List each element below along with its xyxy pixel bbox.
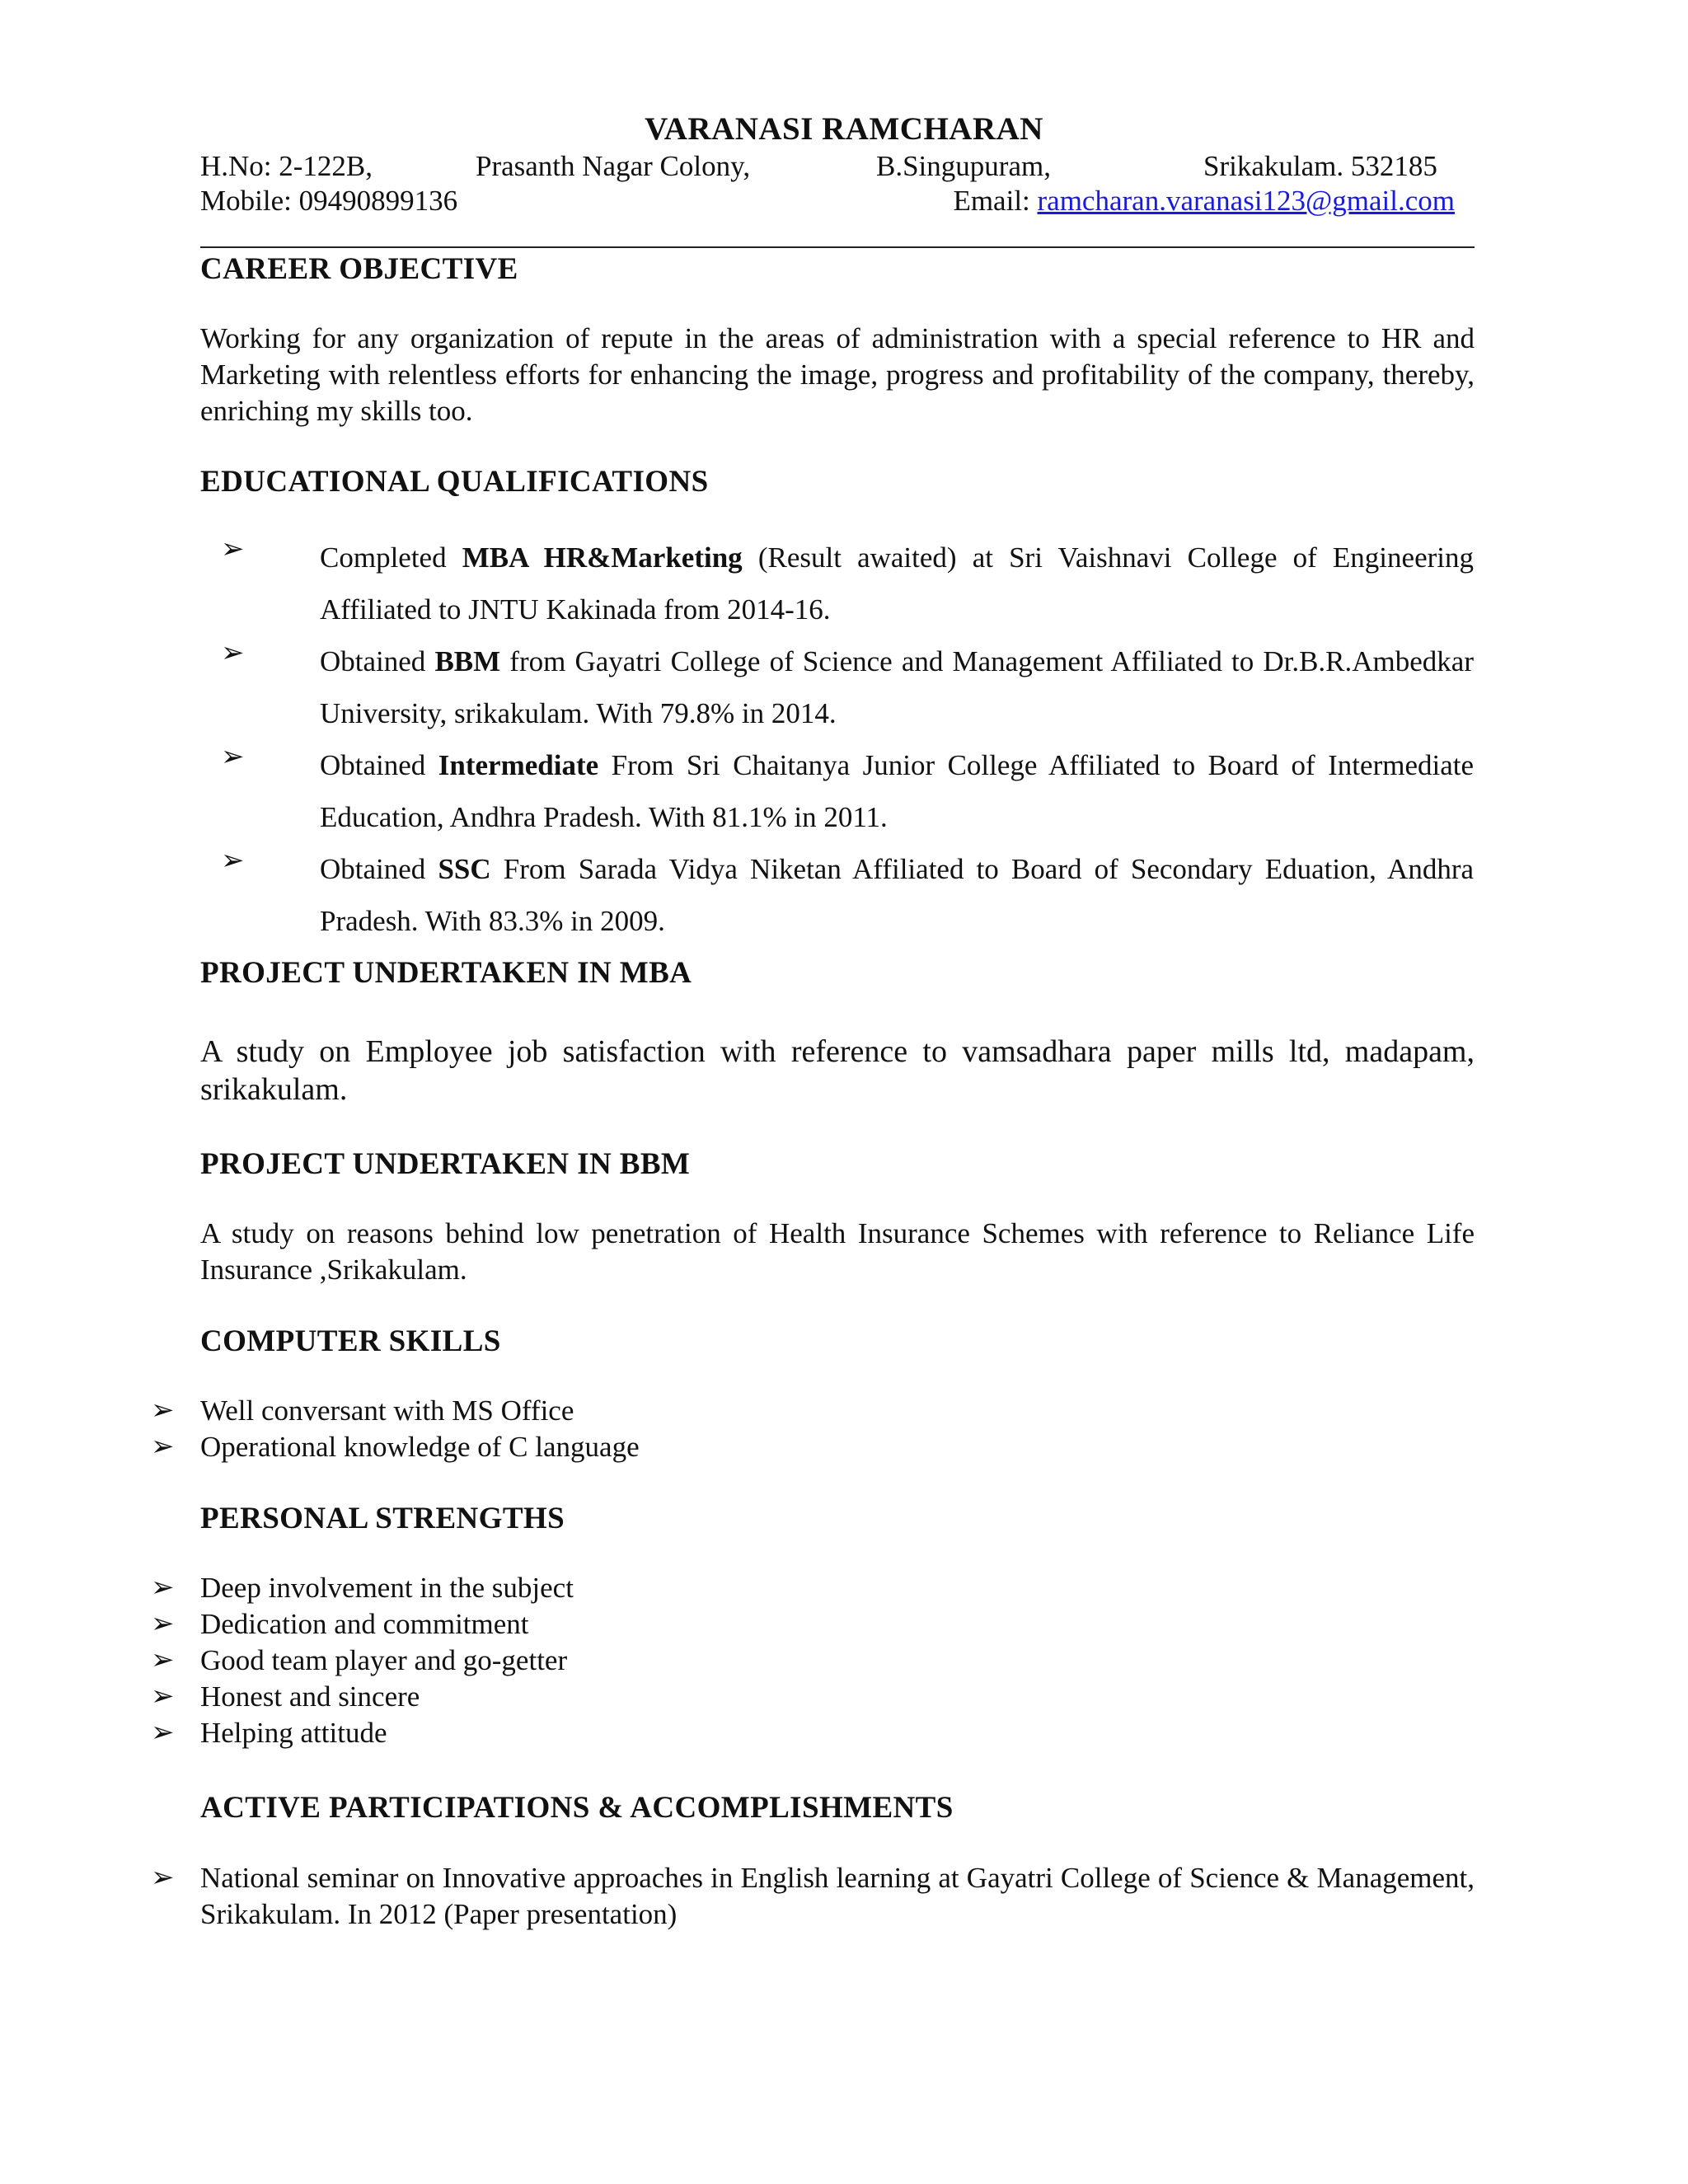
bullet-arrow-icon: ➢ <box>151 1863 175 1893</box>
accomplishments-heading: ACTIVE PARTICIPATIONS & ACCOMPLISHMENTS <box>200 1791 954 1825</box>
bullet-arrow-icon: ➢ <box>151 1395 175 1426</box>
bullet-arrow-icon: ➢ <box>151 1609 175 1639</box>
career-objective-heading: CAREER OBJECTIVE <box>200 252 518 286</box>
project-mba-text: A study on Employee job satisfaction with reference to vamsadhara paper mills ltd, madapam, srikakulam. <box>200 1034 1475 1107</box>
bullet-arrow-icon: ➢ <box>151 1572 175 1603</box>
bullet-arrow-icon: ➢ <box>221 638 245 668</box>
mobile-label: Mobile: <box>200 185 292 217</box>
bullet-arrow-icon: ➢ <box>221 742 245 772</box>
computer-skills-heading: COMPUTER SKILLS <box>200 1324 501 1358</box>
career-objective-text: Working for any organization of repute in the areas of administration with a special reference to HR and Marketing with relentless efforts for enhancing the image, progress and profitability of the company, thereby, enriching my skills too. <box>200 322 1475 427</box>
bullet-arrow-icon: ➢ <box>221 534 245 565</box>
email-label: Email: <box>953 185 1030 217</box>
personal-strengths-heading: PERSONAL STRENGTHS <box>200 1502 565 1535</box>
colony: Prasanth Nagar Colony, <box>476 150 751 182</box>
project-mba-heading: PROJECT UNDERTAKEN IN MBA <box>200 956 692 990</box>
bullet-arrow-icon: ➢ <box>151 1718 175 1748</box>
project-bbm-text: A study on reasons behind low penetration of Health Insurance Schemes with reference to Reliance Life Insurance ,Srikakulam. <box>200 1217 1475 1286</box>
header-divider <box>200 246 1475 248</box>
mobile-number: 09490899136 <box>298 185 458 217</box>
bullet-arrow-icon: ➢ <box>151 1645 175 1675</box>
city: Srikakulam. 532185 <box>1203 150 1437 182</box>
bullet-arrow-icon: ➢ <box>151 1681 175 1712</box>
bullet-arrow-icon: ➢ <box>151 1432 175 1462</box>
mobile-row <box>200 183 457 219</box>
bullet-arrow-icon: ➢ <box>221 846 245 876</box>
education-heading: EDUCATIONAL QUALIFICATIONS <box>200 465 709 499</box>
house-number: H.No: 2-122B, <box>200 150 373 182</box>
resume-page: VARANASI RAMCHARAN H.No: 2-122B, Prasanth Nagar Colony, B.Singupuram, Srikakulam. 532185 Mobile: 09490899136 Email: ramcharan.varanasi123@gmail.com CAREER OBJECTIVE Working for any organization of repute in the areas of administration with a special reference to HR and Marketing with relentless efforts for enhancing the image, progress and profitability of the company, thereby, enriching my skills too. EDUCATIONAL QUALIFICATIONS ➢ Completed MBA HR&Marketing (Result awaited) at Sri Vaishnavi College of Engineering Affiliated to JNTU Kakinada from 2014-16. ➢ Obtained BBM from Gayatri College of Science and Management Affiliated to Dr.B.R.Ambedkar University, srikakulam. With 79.8% in 2014. ➢ Obtained Intermediate From Sri Chaitanya Junior College Affiliated to Board of Intermediate Education, Andhra Pradesh. With 81.1% in 2011. ➢ Obtained SSC From Sarada Vidya Niketan Affiliated to Board of Secondary Eduation, Andhra Pradesh. With 83.3% in 2009. PROJECT UNDERTAKEN IN MBA A study on Employee job satisfaction with reference to vamsadhara paper mills ltd, madapam, srikakulam. PROJECT UNDERTAKEN IN BBM A study on reasons behind low penetration of Health Insurance Schemes with reference to Reliance Life Insurance ,Srikakulam. COMPUTER SKILLS ➢ Well conversant with MS Office ➢ Operational knowledge of C language PERSONAL STRENGTHS ➢ Deep involvement in the subject ➢ Dedication and commitment ➢ Good team player and go-getter ➢ Honest and sincere ➢ Helping attitude ACTIVE PARTICIPATIONS & ACCOMPLISHMENTS ➢ National seminar on Innovative approaches in English learning at Gayatri College of Science & Management, Srikakulam. In 2012 (Paper presentation) <box>0 0 1688 2184</box>
candidate-name: VARANASI RAMCHARAN <box>645 111 1043 147</box>
village: B.Singupuram, <box>876 150 1051 182</box>
project-bbm-heading: PROJECT UNDERTAKEN IN BBM <box>200 1147 691 1181</box>
email-link[interactable]: ramcharan.varanasi123@gmail.com <box>1037 185 1455 217</box>
email-row <box>953 183 1455 219</box>
